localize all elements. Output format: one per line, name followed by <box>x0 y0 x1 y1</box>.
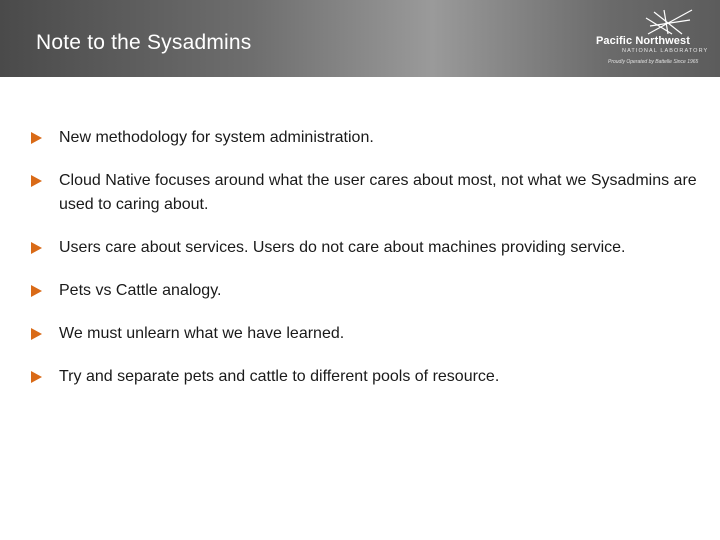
bullet-text: Pets vs Cattle analogy. <box>59 282 222 299</box>
bullet-text: Users care about services. Users do not care about machines providing service. <box>59 239 626 256</box>
bullet-text: Cloud Native focuses around what the user cares about most, not what we Sysadmins are used to caring about. <box>59 172 697 213</box>
bullet-arrow-icon <box>31 328 42 340</box>
bullet-text: Try and separate pets and cattle to different pools of resource. <box>59 368 500 385</box>
bullet-arrow-icon <box>31 132 42 144</box>
slide-title: Note to the Sysadmins <box>36 31 252 54</box>
logo-name: Pacific Northwest <box>596 35 691 47</box>
pnnl-logo-icon <box>644 8 696 36</box>
bullet-arrow-icon <box>31 242 42 254</box>
bullet-arrow-icon <box>31 285 42 297</box>
organization-logo <box>592 8 714 70</box>
logo-subtitle: NATIONAL LABORATORY <box>622 48 709 54</box>
bullet-arrow-icon <box>31 175 42 187</box>
bullet-arrow-icon <box>31 371 42 383</box>
bullet-item <box>30 322 710 346</box>
bullet-text: New methodology for system administration. <box>59 129 374 146</box>
logo-tagline: Proudly Operated by Battelle Since 1965 <box>608 59 699 65</box>
bullet-item <box>30 126 710 150</box>
bullet-list <box>30 126 710 408</box>
bullet-item <box>30 279 710 303</box>
bullet-item <box>30 169 710 217</box>
header-bar <box>0 0 720 77</box>
bullet-item <box>30 365 710 389</box>
bullet-item <box>30 236 710 260</box>
bullet-text: We must unlearn what we have learned. <box>59 325 345 342</box>
